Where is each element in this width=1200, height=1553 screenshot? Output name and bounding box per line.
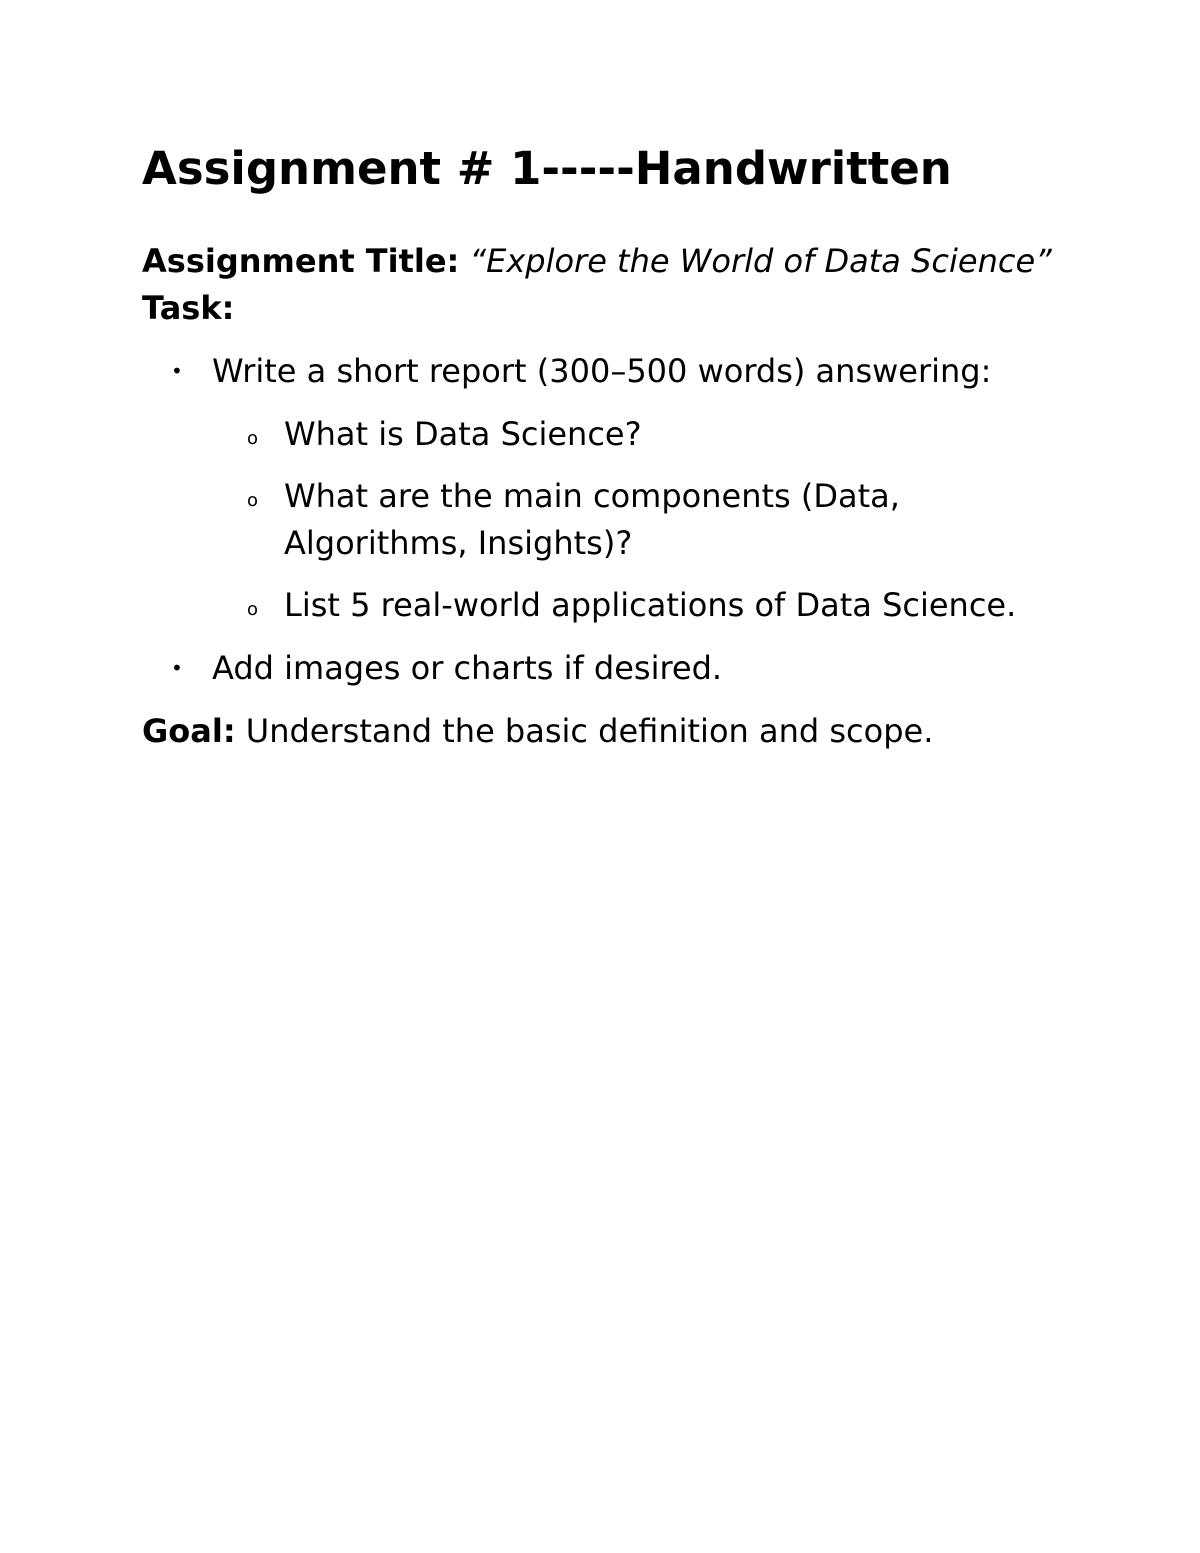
task-subitem xyxy=(212,582,1062,629)
goal-text: Understand the basic definition and scope. xyxy=(245,712,934,750)
task-label: Task: xyxy=(142,289,235,327)
goal-label: Goal: xyxy=(142,712,236,750)
assignment-title-line xyxy=(142,238,1062,285)
assignment-title-value: “Explore the World of Data Science” xyxy=(469,242,1052,280)
bullet-circle-icon: o xyxy=(247,599,259,620)
task-item xyxy=(142,645,1062,692)
task-subitem-text: What is Data Science? xyxy=(284,415,642,453)
bullet-dot-icon: • xyxy=(171,359,183,383)
task-subitem xyxy=(212,411,1062,458)
task-list xyxy=(142,348,1062,692)
task-item xyxy=(142,348,1062,629)
task-subitem-text: What are the main components (Data, Algorithms, Insights)? xyxy=(284,477,900,562)
goal-line xyxy=(142,708,1062,755)
task-item-text: Write a short report (300–500 words) answering: xyxy=(212,352,992,390)
assignment-title-label: Assignment Title: xyxy=(142,242,460,280)
task-subitem xyxy=(212,473,1062,567)
page-title: Assignment # 1-----Handwritten xyxy=(142,142,952,195)
task-item-text: Add images or charts if desired. xyxy=(212,649,723,687)
document-page xyxy=(142,138,1062,755)
bullet-dot-icon: • xyxy=(171,656,183,680)
bullet-circle-icon: o xyxy=(247,428,259,449)
task-sublist xyxy=(212,411,1062,629)
bullet-circle-icon: o xyxy=(247,490,259,511)
task-subitem-text: List 5 real-world applications of Data Science. xyxy=(284,586,1017,624)
